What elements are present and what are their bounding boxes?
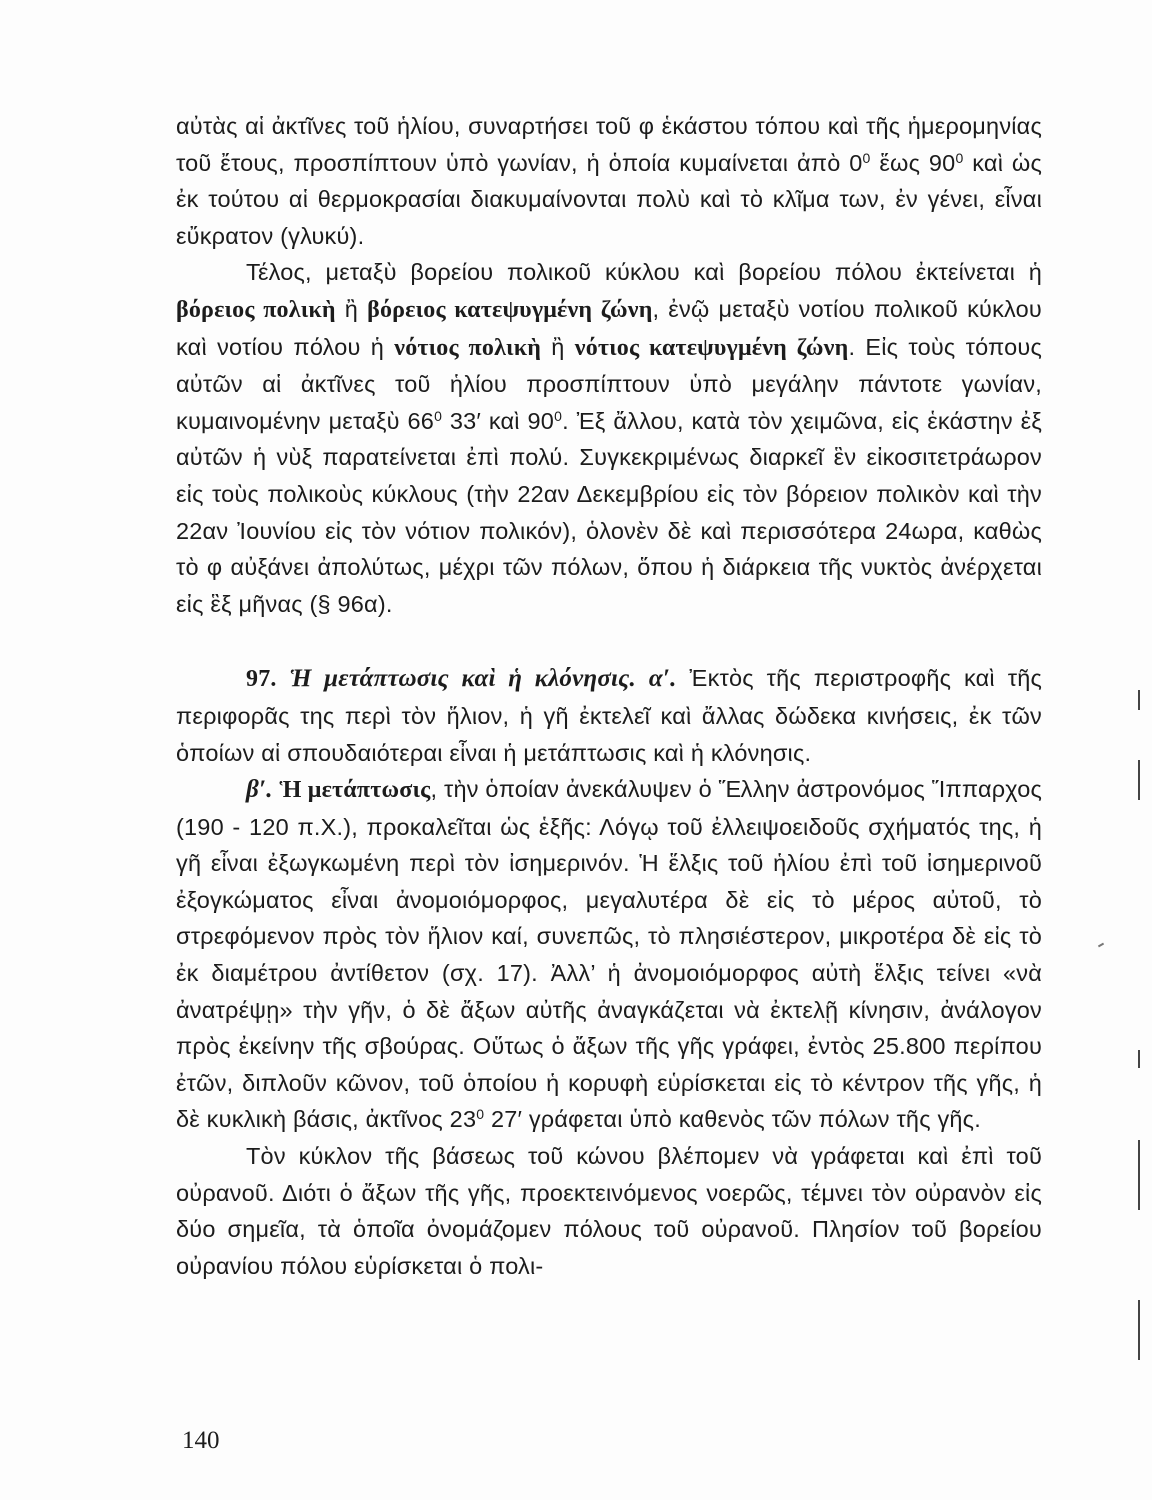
paragraph-celestial-poles: Τὸν κύκλον τῆς βάσεως τοῦ κώνου βλέπομεν νὰ γράφεται καὶ ἐπὶ τοῦ οὐρανοῦ. Διότι ὁ ἄξων τῆς γῆς, προεκτεινόμενος νοερῶς, τέμνει τὸν οὐρανὸν εἰς δύο σημεῖα, τὰ ὁποῖα ὀνομάζομεν πόλους τοῦ οὐρανοῦ. Πλησίον τοῦ βορείου οὐρανίου πόλου εὑρίσκεται ὁ πολι- [176,1143,1042,1279]
section-97-text: Ἐκτὸς τῆς περιστροφῆς καὶ τῆς περιφορᾶς της περὶ τὸν ἥλιον, ἡ γῆ ἐκτελεῖ καὶ ἄλλας δώδεκα κινήσεις, ἐκ τῶν ὁποίων αἱ σπουδαιότεραι εἶναι ἡ μετάπτωσις καὶ ἡ κλόνησις. [176,665,1042,766]
scan-edge-mark [1138,1050,1140,1068]
bold-term: βόρειος κατεψυγμένη ζώνη [367,296,653,323]
degree-sup: 0 [862,149,871,166]
body-text [176,108,1042,1284]
bold-term: νότιος κατεψυγμένη ζώνη [574,334,849,361]
degree-sup: 0 [476,1106,485,1123]
section-number: 97. [246,666,277,693]
text-run: . Ἐξ ἄλλου, κατὰ τὸν χειμῶνα, εἰς ἑκάστην ἐξ αὐτῶν ἡ νὺξ παρατείνεται ἐπὶ πολύ. Συγκεκριμένως διαρκεῖ ἓν εἰκοσιτετράωρον εἰς τοὺς πολικοὺς κύκλους (τὴν 22αν Δεκεμβρίου εἰς τὸν βόρειον πολικὸν καὶ τὴν 22αν Ἰουνίου εἰς τὸν νότιον πολικόν), ὁλονὲν δὲ καὶ περισσότερα 24ωρα, καθὼς τὸ φ αὐξάνει ἀπολύτως, μέχρι τῶν πόλων, ὅπου ἡ διάρκεια τῆς νυκτὸς ἀνέρχεται εἰς ἓξ μῆνας (§ 96α). [176,407,1042,617]
bold-term: βόρειος πολικὴ [176,296,336,323]
text-run: 33′ καὶ 90 [442,407,555,434]
scan-edge-mark [1138,690,1140,710]
bold-term: νότιος πολικὴ [394,334,542,361]
text-run: , τὴν ὁποίαν ἀνεκάλυψεν ὁ Ἕλλην ἀστρονόμος Ἵππαρχος (190 - 120 π.Χ.), προκαλεῖται ὡς ἑξῆς: Λόγῳ τοῦ ἐλλειψοειδοῦς σχήματός της, ἡ γῆ εἶναι ἐξωγκωμένη περὶ τὸν ἰσημερινόν. Ἡ ἕλξις τοῦ ἡλίου ἐπὶ τοῦ ἰσημερινοῦ ἐξογκώματος εἶναι ἀνομοιόμορφος, μεγαλυτέρα δὲ εἰς τὸ μέρος αὐτοῦ, τὸ στρεφόμενον πρὸς τὸν ἥλιον καί, συνεπῶς, τὸ πλησιέστερον, μικροτέρα δὲ εἰς τὸ ἐκ διαμέτρου ἀντίθετον (σχ. 17). Ἀλλ’ ἡ ἀνομοιόμορφος αὐτὴ ἕλξις τείνει «νὰ ἀνατρέψῃ» τὴν γῆν, ὁ δὲ ἄξων αὐτῆς ἀναγκάζεται νὰ ἐκτελῇ κίνησιν, ἀνάλογον πρὸς ἐκείνην τῆς σβούρας. Οὕτως ὁ ἄξων τῆς γῆς γράφει, ἐντὸς 25.800 περίπου ἐτῶν, διπλοῦν κῶνον, τοῦ ὁποίου ἡ κορυφὴ εὑρίσκεται εἰς τὸ κέντρον τῆς γῆς, ἡ δὲ κυκλικὴ βάσις, ἀκτῖνος 23 [176,776,1042,1133]
subsection-label: β′. [246,776,273,804]
text-run: . Εἰς τοὺς τόπους αὐτῶν αἱ ἀκτῖνες τοῦ ἡλίου προσπίπτουν ὑπὸ μεγάλην πάντοτε γωνίαν, κυμαινομένην μεταξὺ 66 [176,333,1042,434]
text-run: Τέλος, μεταξὺ βορείου πολικοῦ κύκλου καὶ βορείου πόλου ἐκτείνεται ἡ [246,259,1042,286]
section-title: Ἡ μετάπτωσις καὶ ἡ κλόνησις. [289,665,636,693]
text-run: , ἐνῷ μεταξὺ νοτίου πολικοῦ κύκλου καὶ νοτίου πόλου ἡ [176,295,1042,360]
paragraph-1-end: καὶ ὡς ἐκ τούτου αἱ θερμοκρασίαι διακυμαίνονται πολὺ καὶ τὸ κλῖμα των, ἐν γένει, εἶναι εὔκρατον (γλυκύ). [176,149,1042,249]
paragraph-polar-zones [176,254,1042,622]
scan-speck [1098,943,1104,948]
paragraph-temperate-zone [176,108,1042,254]
degree-sup: 0 [434,407,443,424]
degree-sup: 0 [554,407,563,424]
degree-sup: 0 [955,149,964,166]
scan-edge-mark [1138,760,1140,800]
scan-edge-mark [1138,1300,1140,1360]
subsection-label: α′. [648,665,677,693]
paragraph-1-text: αὐτὰς αἱ ἀκτῖνες τοῦ ἡλίου, συναρτήσει τοῦ φ ἑκάστου τόπου καὶ τῆς ἡμερομηνίας τοῦ ἔτους, προσπίπτουν ὑπὸ γωνίαν, ἡ ὁποία κυμαίνεται ἀπὸ 0 [176,113,1042,176]
text-run: 27′ γράφεται ὑπὸ καθενὸς τῶν πόλων τῆς γῆς. [484,1106,981,1133]
page-number: 140 [182,1427,220,1454]
text-run: ἢ [335,295,368,322]
section-97 [176,660,1042,771]
scan-edge-mark [1138,1140,1140,1210]
text-run: ἢ [541,333,575,360]
bold-term: Ἡ μετάπτωσις [279,777,431,804]
paragraph-1-mid: ἕως 90 [870,149,956,176]
paragraph-precession [176,771,1042,1138]
